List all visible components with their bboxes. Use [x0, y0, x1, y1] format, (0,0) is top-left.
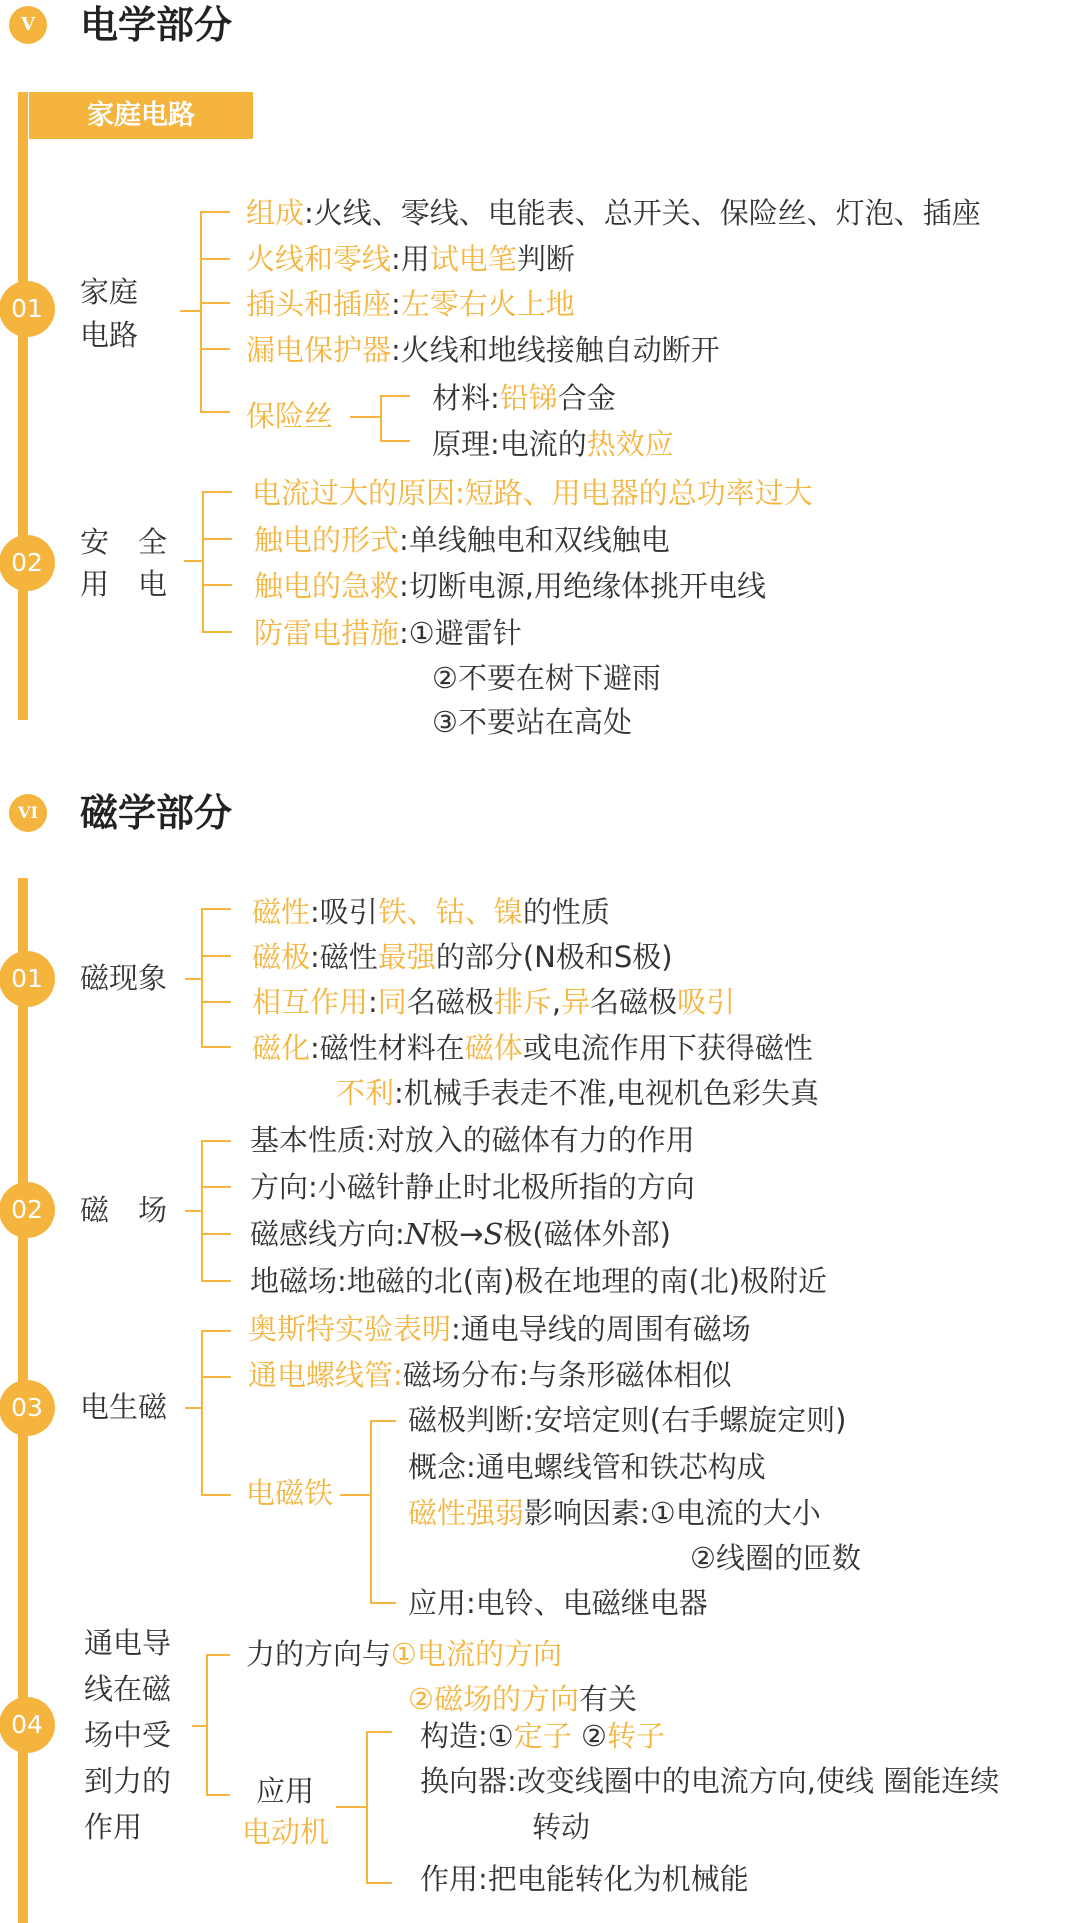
- row-value: 原理:电流的: [432, 427, 587, 461]
- row-key: 磁性强弱: [408, 1496, 525, 1530]
- row-concept: 概念:通电螺线管和铁芯构成: [408, 1450, 766, 1484]
- row-pole: [252, 938, 673, 976]
- row-magnetism: [252, 893, 610, 931]
- row-solenoid: [248, 1356, 732, 1394]
- row-highlight: 试电笔: [429, 242, 517, 276]
- row-value: :用: [391, 242, 430, 276]
- row-value: 极(磁体外部): [503, 1217, 671, 1251]
- row-value: N: [404, 1217, 431, 1251]
- bracket: [370, 1420, 372, 1602]
- group-label: 安 全: [80, 525, 168, 559]
- bracket-tick: [370, 1420, 396, 1422]
- row-application: 应用:电铃、电磁继电器: [408, 1586, 708, 1620]
- row-key: 不利: [336, 1076, 395, 1110]
- row-live-neutral: [246, 240, 575, 278]
- bracket-tick: [202, 631, 232, 633]
- row-value: S: [483, 1217, 504, 1251]
- row-highlight: 异: [561, 985, 591, 1019]
- row-direction: 方向:小磁针静止时北极所指的方向: [250, 1170, 695, 1204]
- bracket: [201, 908, 203, 1046]
- row-value: 有关: [579, 1682, 638, 1716]
- section-v-line: [18, 92, 28, 720]
- row-key: 奥斯特实验表明: [248, 1312, 452, 1346]
- group-label: 家庭: [80, 275, 139, 309]
- row-value: ②: [571, 1719, 608, 1753]
- row-value: 力的方向与: [246, 1637, 392, 1671]
- row-value: :磁性: [310, 940, 378, 974]
- connector: [185, 978, 201, 980]
- row-value: 材料:: [432, 381, 500, 415]
- bracket-tick: [366, 1882, 392, 1884]
- bracket-tick: [200, 302, 230, 304]
- row-electromagnet: [246, 1474, 333, 1512]
- row-function: 作用:把电能转化为机械能: [420, 1862, 749, 1896]
- bracket-tick: [201, 1494, 231, 1496]
- row-key: 通电螺线管:: [248, 1358, 403, 1392]
- bracket-tick: [201, 1376, 231, 1378]
- connector: [340, 1494, 370, 1496]
- group-label-multiline: [84, 1620, 171, 1850]
- row-commutator: 换向器:改变线圈中的电流方向,使线 圈能连续: [420, 1764, 1000, 1798]
- row-fuse-principle: [432, 425, 674, 463]
- row-key: 相互作用: [252, 985, 369, 1019]
- group-number-01: 01: [0, 281, 55, 337]
- row-composition: [246, 194, 981, 232]
- row-highlight: 热效应: [586, 427, 674, 461]
- row-value: :切断电源,用绝缘体挑开电线: [399, 569, 767, 603]
- bracket: [200, 211, 202, 411]
- bracket-tick: [380, 395, 410, 397]
- row-value: 的性质: [522, 895, 610, 929]
- row-value: :火线和地线接触自动断开: [391, 333, 720, 367]
- row-disadvantage: [336, 1074, 819, 1112]
- row-value: 判断: [516, 242, 575, 276]
- row-overcurrent-cause: [252, 474, 813, 512]
- group-label: 通电导: [84, 1626, 172, 1660]
- row-value: 合金: [557, 381, 616, 415]
- row-value: 磁感线方向:: [250, 1217, 405, 1251]
- bracket-tick: [201, 1140, 231, 1142]
- group-number-01: 01: [0, 951, 55, 1007]
- row-key: 保险丝: [246, 399, 334, 433]
- row-value: :吸引: [310, 895, 378, 929]
- row-value: 的部分(N极和S极): [435, 940, 673, 974]
- bracket-tick: [202, 538, 232, 540]
- connector: [192, 1725, 206, 1727]
- group-number-02: 02: [0, 535, 55, 591]
- section-badge-vi: VI: [9, 794, 47, 832]
- bracket: [201, 1330, 203, 1494]
- row-key: 磁性: [252, 895, 311, 929]
- row-value: :磁性材料在: [310, 1031, 465, 1065]
- bracket-tick: [201, 908, 231, 910]
- row-key: 火线和零线: [246, 242, 392, 276]
- row-oersted: [248, 1310, 751, 1348]
- row-highlight: 同: [377, 985, 407, 1019]
- bracket-tick: [200, 211, 230, 213]
- section-badge-v: V: [9, 6, 47, 44]
- row-structure: [420, 1717, 665, 1755]
- bracket-tick: [200, 411, 230, 413]
- row-strength-factors: [408, 1494, 821, 1532]
- tab-home-circuit: 家庭电路: [29, 92, 253, 139]
- section-title-electricity: 电学部分: [80, 3, 233, 47]
- row-force-direction: [246, 1635, 562, 1673]
- group-label: 场中受: [84, 1718, 172, 1752]
- row-key: 磁化: [252, 1031, 311, 1065]
- bracket-tick: [202, 584, 232, 586]
- bracket: [380, 395, 382, 440]
- connector: [185, 1407, 201, 1409]
- bracket-tick: [366, 1731, 392, 1733]
- row-strength-factors-2: ②线圈的匝数: [690, 1541, 861, 1575]
- row-value: 或电流作用下获得磁性: [522, 1031, 813, 1065]
- row-lightning-3: ③不要站在高处: [432, 705, 632, 739]
- row-commutator-2: 转动: [532, 1810, 591, 1844]
- bracket-tick: [201, 1280, 231, 1282]
- bracket-tick: [200, 258, 230, 260]
- row-basic-property: 基本性质:对放入的磁体有力的作用: [250, 1123, 695, 1157]
- row-value: 影响因素:①电流的大小: [524, 1496, 821, 1530]
- connector: [185, 1210, 201, 1212]
- row-highlight: ②磁场的方向: [408, 1682, 579, 1716]
- group-number-04: 04: [0, 1697, 55, 1753]
- group-number-02: 02: [0, 1182, 55, 1238]
- row-geomagnetic: 地磁场:地磁的北(南)极在地理的南(北)极附近: [250, 1264, 828, 1298]
- row-highlight: 磁体: [464, 1031, 523, 1065]
- row-highlight: 排斥: [493, 985, 552, 1019]
- connector: [184, 560, 202, 562]
- row-fuse: [246, 397, 333, 435]
- bracket-tick: [202, 491, 232, 493]
- bracket-tick: [201, 1046, 231, 1048]
- row-key: 漏电保护器: [246, 333, 392, 367]
- row-key: 触电的急救: [254, 569, 400, 603]
- row-pole-judgement: 磁极判断:安培定则(右手螺旋定则): [408, 1403, 847, 1437]
- bracket-tick: [206, 1654, 230, 1656]
- row-interaction: [252, 983, 735, 1021]
- row-force-direction-2: [408, 1680, 637, 1718]
- row-highlight: ①电流的方向: [391, 1637, 563, 1671]
- row-value: :: [391, 287, 401, 321]
- group-label: 磁现象: [80, 961, 168, 995]
- row-value: 名磁极: [590, 985, 678, 1019]
- row-fuse-material: [432, 379, 616, 417]
- bracket: [201, 1140, 203, 1280]
- bracket-tick: [370, 1602, 396, 1604]
- row-magnetization: [252, 1029, 813, 1067]
- row-highlight: 转子: [607, 1719, 666, 1753]
- connector: [336, 1806, 366, 1808]
- section-title-magnetism: 磁学部分: [80, 791, 233, 835]
- row-value: :单线触电和双线触电: [399, 523, 670, 557]
- row-shock-aid: [254, 567, 766, 605]
- row-value: 构造:①: [420, 1719, 514, 1753]
- group-label: 作用: [84, 1810, 143, 1844]
- row-value: ,: [551, 985, 562, 1019]
- group-label: 电生磁: [80, 1390, 168, 1424]
- group-label: 用 电: [80, 567, 168, 601]
- group-label: 线在磁: [84, 1672, 172, 1706]
- bracket-tick: [201, 1186, 231, 1188]
- bracket-tick: [201, 1330, 231, 1332]
- row-value: :机械手表走不准,电视机色彩失真: [394, 1076, 820, 1110]
- bracket: [366, 1731, 368, 1882]
- row-leakage-protector: [246, 331, 720, 369]
- connector: [180, 310, 200, 312]
- row-key: 磁极: [252, 940, 311, 974]
- row-highlight: 定子: [513, 1719, 572, 1753]
- row-value: :通电导线的周围有磁场: [451, 1312, 751, 1346]
- row-value: :火线、零线、电能表、总开关、保险丝、灯泡、插座: [304, 196, 981, 230]
- bracket-tick: [200, 348, 230, 350]
- row-value: 磁场分布:与条形磁体相似: [402, 1358, 732, 1392]
- row-field-line-direction: [250, 1215, 671, 1253]
- bracket-tick: [201, 955, 231, 957]
- bracket-tick: [201, 1001, 231, 1003]
- connector: [350, 416, 380, 418]
- row-lightning: [254, 614, 522, 652]
- group-label: 磁 场: [80, 1193, 168, 1227]
- row-value: :: [368, 985, 378, 1019]
- row-lightning-2: ②不要在树下避雨: [432, 661, 661, 695]
- row-key: 触电的形式: [254, 523, 400, 557]
- row-highlight: 吸引: [677, 985, 736, 1019]
- bracket-tick: [380, 440, 410, 442]
- row-value: 极→: [430, 1217, 484, 1251]
- motor-label: 电动机: [242, 1815, 330, 1849]
- bracket-tick: [206, 1794, 230, 1796]
- bracket: [202, 491, 204, 631]
- bracket: [206, 1654, 208, 1794]
- row-value: :①避雷针: [399, 616, 522, 650]
- row-key: 防雷电措施: [254, 616, 400, 650]
- row-highlight: 铅锑: [499, 381, 558, 415]
- row-highlight: 左零右火上地: [400, 287, 575, 321]
- group-label: 到力的: [84, 1764, 172, 1798]
- row-key: 电磁铁: [246, 1476, 334, 1510]
- row-highlight: 最强: [377, 940, 436, 974]
- row-plug-socket: [246, 285, 575, 323]
- group-label: 电路: [80, 318, 139, 352]
- row-key: 插头和插座: [246, 287, 392, 321]
- row-key: 电流过大的原因:短路、用电器的总功率过大: [252, 476, 813, 510]
- row-shock-forms: [254, 521, 670, 559]
- bracket-tick: [201, 1233, 231, 1235]
- app-label: 应用: [256, 1774, 315, 1808]
- row-key: 组成: [246, 196, 305, 230]
- group-number-03: 03: [0, 1380, 55, 1436]
- row-highlight: 铁、钴、镍: [377, 895, 523, 929]
- row-value: 名磁极: [406, 985, 494, 1019]
